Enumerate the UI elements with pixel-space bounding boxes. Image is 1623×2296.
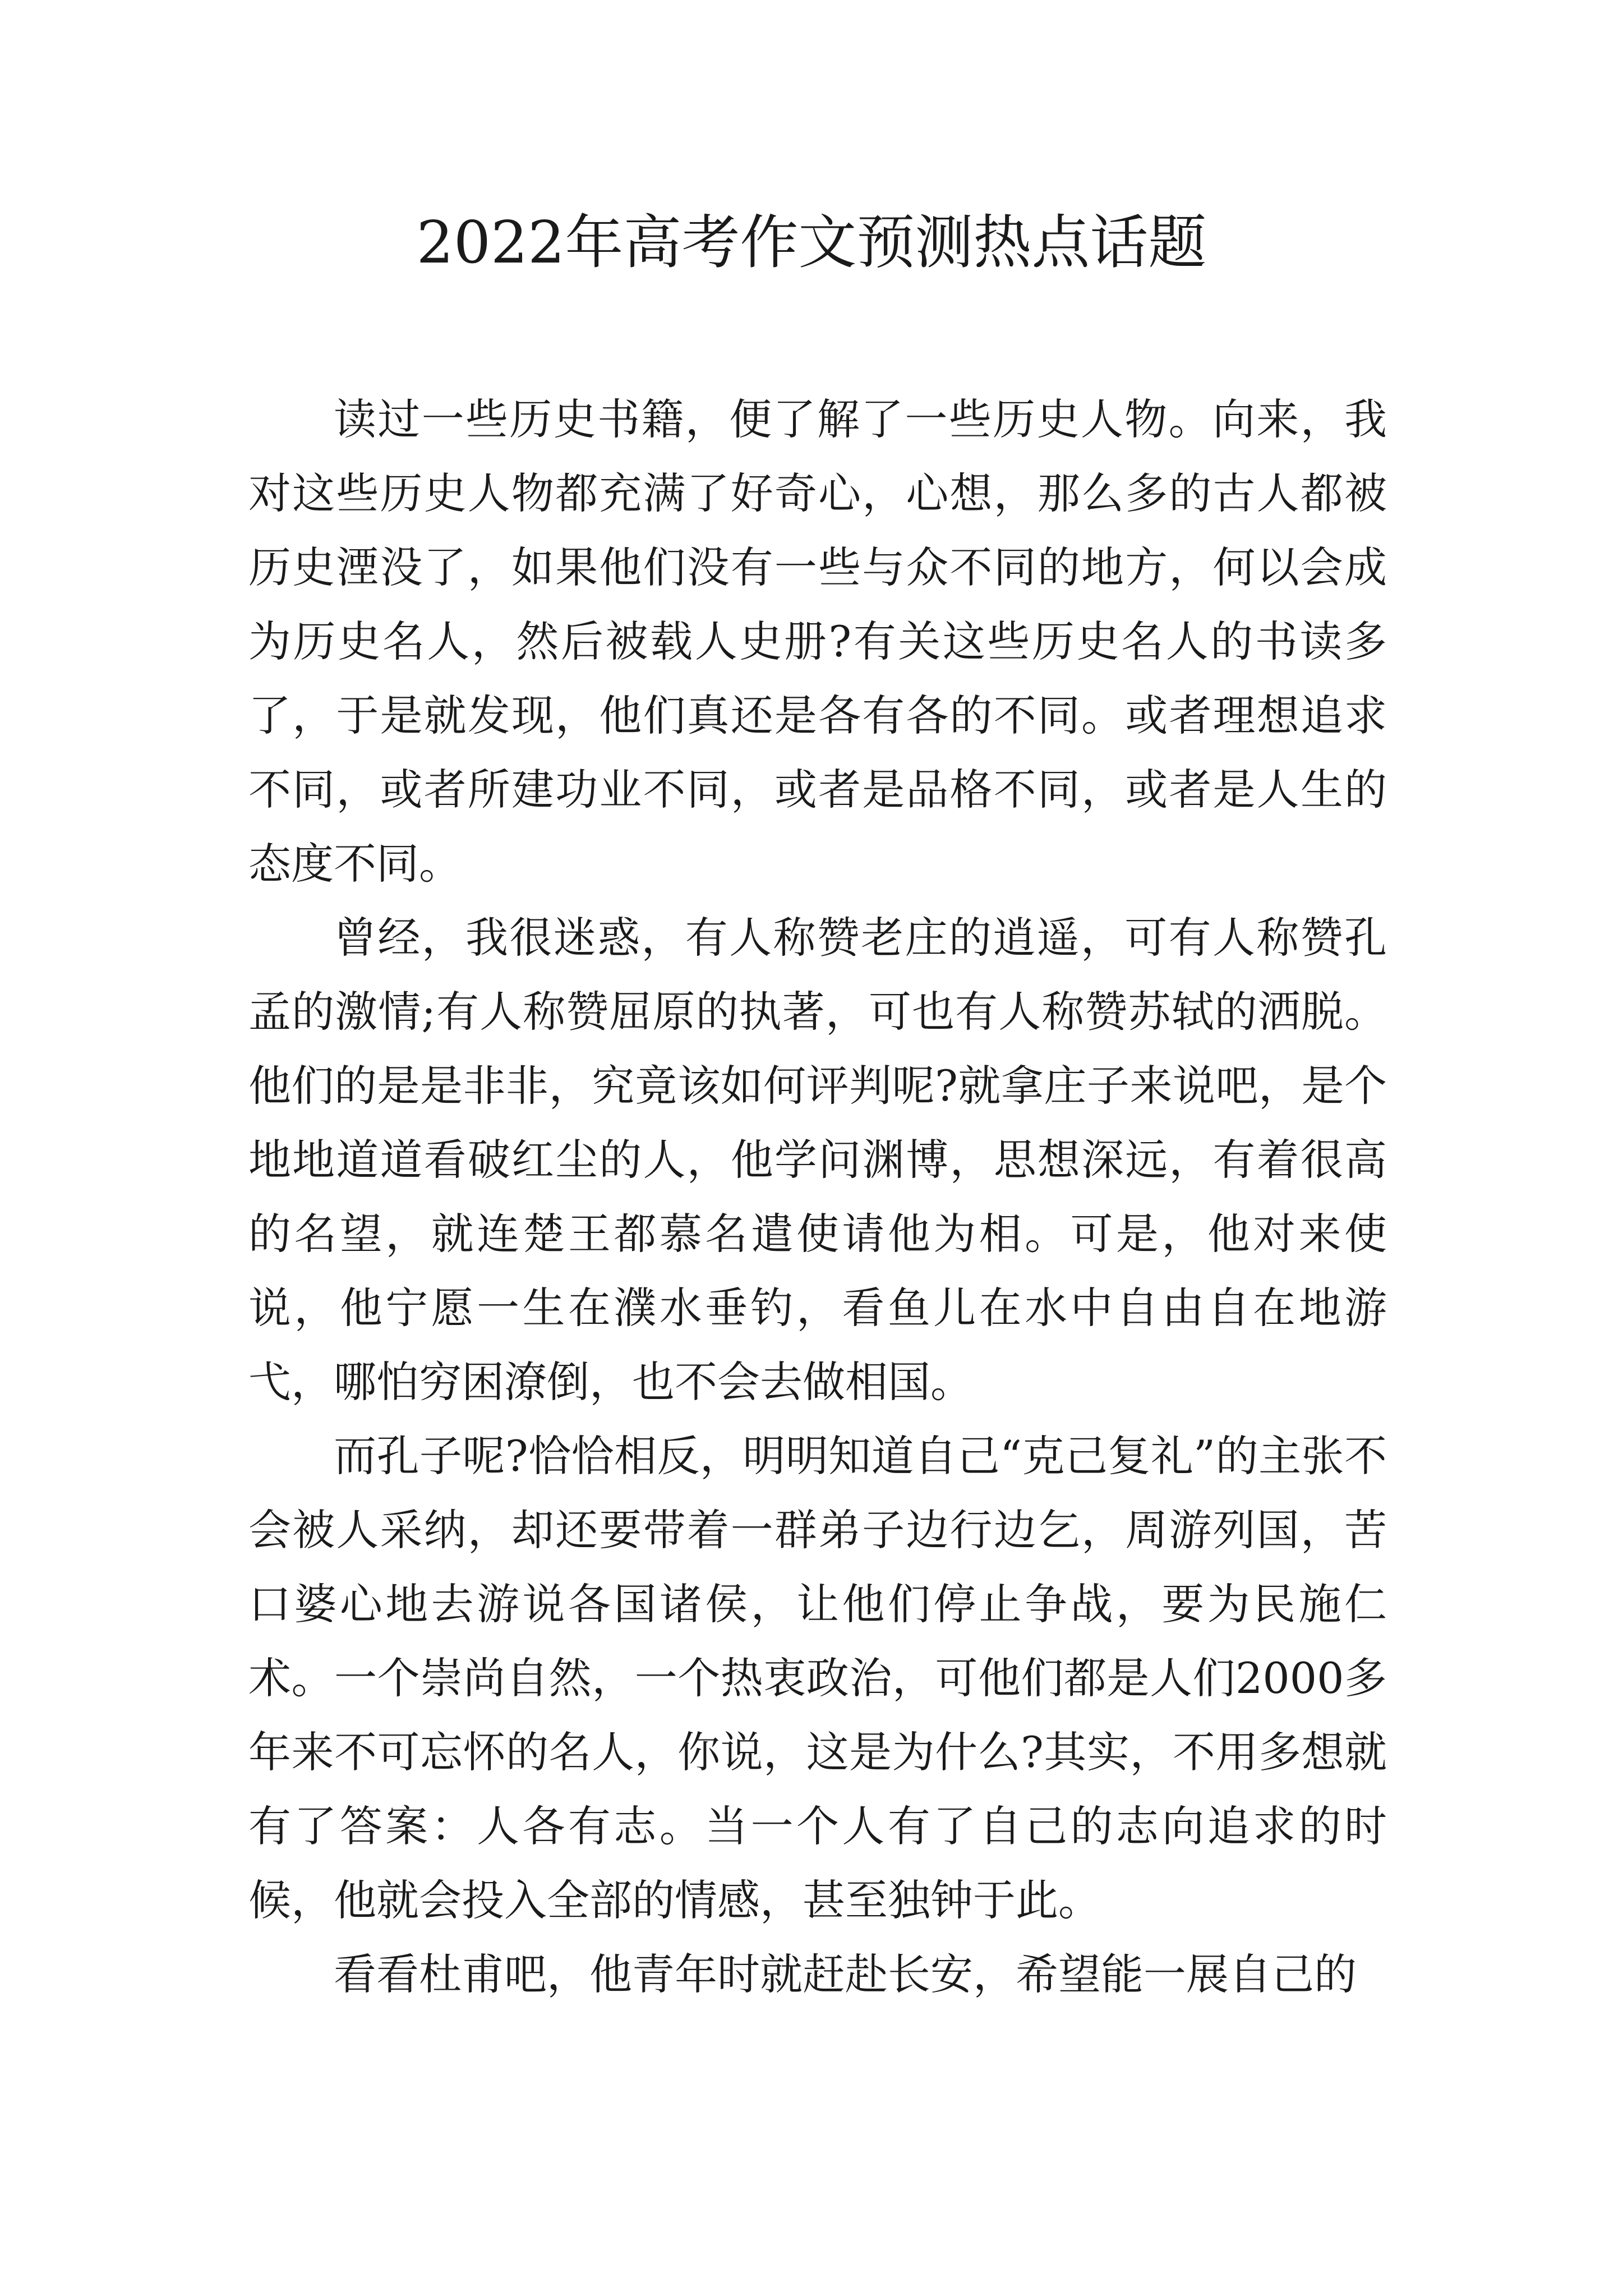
document-title: 2022年高考作文预测热点话题 [416, 208, 1207, 277]
document-body [248, 383, 1387, 2012]
paragraph-2: 曾经，我很迷惑，有人称赞老庄的逍遥，可有人称赞孔孟的激情;有人称赞屈原的执著，可也有人称赞苏轼的洒脱。他们的是是非非，究竟该如何评判呢?就拿庄子来说吧，是个地地道道看破红尘的人，他学问渊博，思想深远，有着很高的名望，就连楚王都慕名遣使请他为相。可是，他对来使说，他宁愿一生在濮水垂钓，看鱼儿在水中自由自在地游弋，哪怕穷困潦倒，也不会去做相国。 [248, 913, 1387, 1407]
paragraph-4: 看看杜甫吧，他青年时就赶赴长安，希望能一展自己的 [334, 1949, 1357, 1999]
paragraph-3: 而孔子呢?恰恰相反，明明知道自己“克己复礼”的主张不会被人采纳，却还要带着一群弟子边行边乞，周游列国，苦口婆心地去游说各国诸侯，让他们停止争战，要为民施仁术。一个崇尚自然，一个热衷政治，可他们都是人们2000多年来不可忘怀的名人，你说，这是为什么?其实，不用多想就有了答案：人各有志。当一个人有了自己的志向追求的时候，他就会投入全部的情感，甚至独钟于此。 [248, 1431, 1387, 1925]
paragraph-1: 读过一些历史书籍，便了解了一些历史人物。向来，我对这些历史人物都充满了好奇心，心想，那么多的古人都被历史湮没了，如果他们没有一些与众不同的地方，何以会成为历史名人，然后被载人史册?有关这些历史名人的书读多了，于是就发现，他们真还是各有各的不同。或者理想追求不同，或者所建功业不同，或者是品格不同，或者是人生的态度不同。 [248, 394, 1387, 889]
